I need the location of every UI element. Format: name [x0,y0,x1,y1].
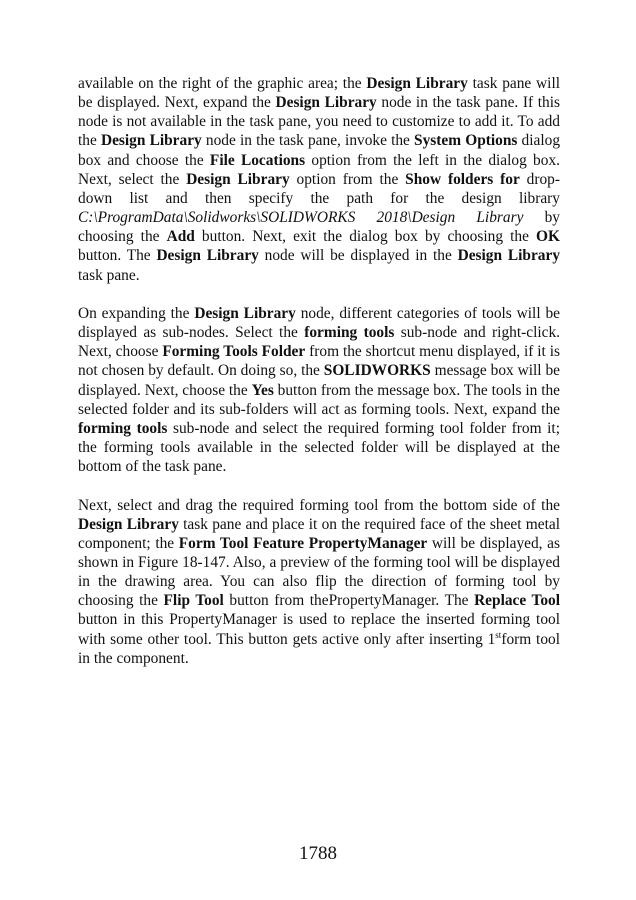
text-run: node in the task pane, invoke the [201,132,415,150]
text-run: button. Next, exit the dialog box by choosing the [194,228,537,246]
text-run: available on the right of the graphic area; the [78,75,367,92]
italic-path: C:\ProgramData\Solidworks\SOLIDWORKS 2018\Design Library [78,209,524,227]
bold-term: SOLIDWORKS [323,362,431,380]
bold-term: OK [536,228,560,246]
text-run: will be displayed, as shown in Figure 18-147. Also, a preview of the forming tool will be displayed in the drawing area. You can also flip the direction of forming tool by choosing the [78,534,561,610]
bold-term: Replace Tool [474,592,561,610]
text-run: task pane will be displayed. Next, expand the [78,75,560,112]
text-run: node in the task pane. If this node is not available in the task pane, you need to customize to add it. To add the [78,94,560,150]
text-run: option from the left in the dialog box. Next, select the [78,151,560,188]
text-run: button from the message box. The tools in the selected folder and its sub-folders will act as forming tools. Next, expand the [78,381,561,418]
body-text [78,74,560,687]
text-run: from the shortcut menu displayed, if it is not chosen by default. On doing so, the [78,343,560,380]
bold-term: Design Library [186,170,290,188]
text-run: button. The [78,247,157,265]
text-run: button in this PropertyManager is used to replace the inserted forming tool with some other tool. This button gets active only after inserting 1 [78,611,560,648]
bold-term: Show folders for [405,170,520,188]
bold-term: forming tools [78,419,168,437]
bold-term: Forming Tools Folder [162,343,306,361]
bold-term: Design Library [156,247,259,265]
bold-term: Design Library [78,515,179,533]
text-run: sub-node and select the required forming tool folder from it; the forming tools available in the selected folder will be displayed at the bottom of the task pane. [78,419,560,476]
text-run: task pane. [78,266,140,284]
text-run: Next, select and drag the required forming tool from the bottom side of the [78,496,560,514]
text-run: dialog box and choose the [78,132,561,169]
bold-term: Yes [251,381,274,399]
bold-term: Form Tool Feature PropertyManager [178,534,428,552]
text-run: drop-down list and then specify the path for the design library [78,170,560,207]
bold-term: System Options [414,132,518,150]
paragraph-place-forming-tool [78,496,560,668]
bold-term: Design Library [275,94,377,112]
bold-term: Design Library [100,132,202,150]
text-run: node, different categories of tools will be displayed as sub-nodes. Select the [78,304,561,342]
text-run: task pane and place it on the required face of the sheet metal component; the [78,515,560,552]
text-run: option from the [289,170,406,188]
bold-term: Flip Tool [163,592,224,610]
bold-term: Design Library [457,247,561,265]
bold-term: Design Library [194,304,296,322]
text-run: On expanding the [78,304,195,322]
bold-term: File Locations [209,151,306,169]
bold-term: Add [166,228,195,246]
paragraph-forming-tools-folder [78,304,560,476]
text-run: sub-node and right-click. Next, choose [78,324,560,361]
bold-term: forming tools [304,324,395,342]
bold-term: Design Library [366,75,468,92]
text-run: by choosing the [78,209,560,246]
superscript: st [495,629,502,640]
text-run: node will be displayed in the [258,247,458,265]
text-run: message box will be displayed. Next, choose the [78,362,560,399]
text-run: button from thePropertyManager. The [223,592,475,610]
text-run: form tool in the component. [78,630,560,667]
paragraph-design-library-setup [78,74,560,285]
page-number: 1788 [299,843,337,864]
